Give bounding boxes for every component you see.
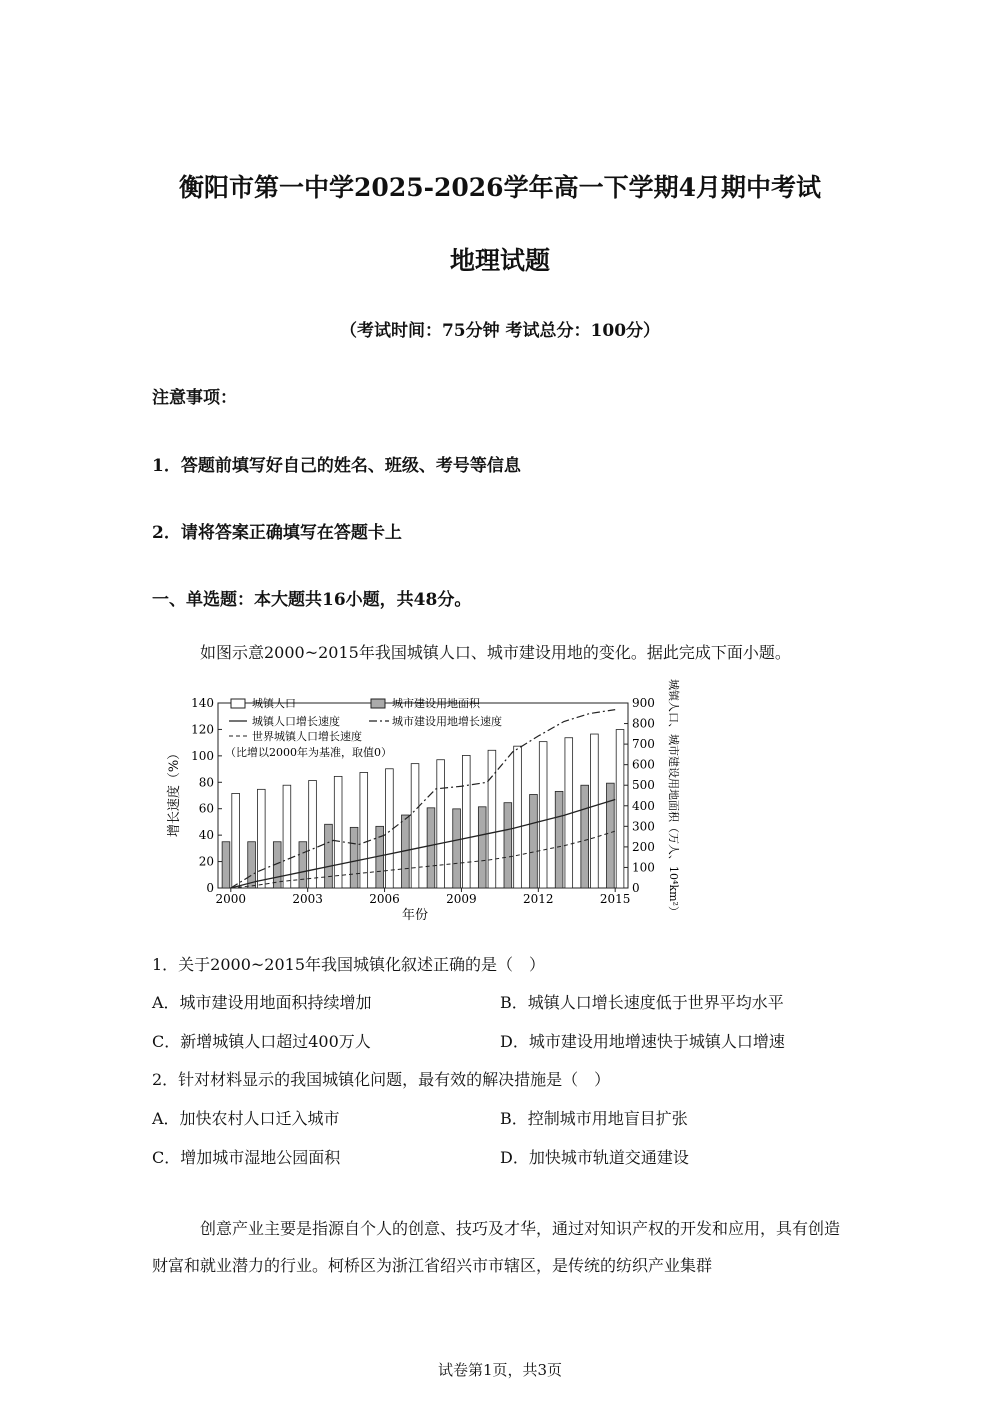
- x-tick-label: 2006: [369, 892, 400, 906]
- x-tick-label: 2015: [599, 892, 631, 906]
- question-2-stem: 2．针对材料显示的我国城镇化问题，最有效的解决措施是（ ）: [152, 1070, 611, 1089]
- right-tick-label: 0: [632, 881, 640, 895]
- bar-pop-2011: [514, 746, 522, 888]
- question-2-option-a[interactable]: A．加快农村人口迁入城市: [152, 1109, 340, 1128]
- passage-creative-industry: 创意产业主要是指源自个人的创意、技巧及才华，通过对知识产权的开发和应用，具有创造财富和就业潜力的行业。柯桥区为浙江省绍兴市市辖区，是传统的纺织产业集群: [152, 1219, 841, 1275]
- exam-title: 衡阳市第一中学2025-2026学年高一下学期4月期中考试: [179, 173, 821, 202]
- bar-pop-2012: [539, 742, 547, 888]
- urbanization-chart: [160, 670, 690, 930]
- right-tick-label: 900: [632, 696, 655, 710]
- section-heading: 一、单选题：本大题共16小题，共48分。: [152, 590, 472, 610]
- question-2-option-b[interactable]: B．控制城市用地盲目扩张: [500, 1109, 688, 1128]
- legend-note: （比增以2000年为基准，取值0）: [225, 746, 392, 759]
- question-1-option-a[interactable]: A．城市建设用地面积持续增加: [152, 993, 372, 1012]
- chart-legend: [225, 696, 502, 759]
- bar-pop-2005: [360, 772, 368, 888]
- left-tick-label: 40: [198, 828, 214, 843]
- left-tick-label: 140: [191, 696, 214, 710]
- x-tick-label: 2003: [292, 892, 323, 906]
- bar-land-2001: [248, 842, 256, 888]
- bar-land-2014: [581, 785, 589, 888]
- bar-pop-2014: [591, 734, 599, 888]
- bar-pop-2001: [257, 789, 265, 888]
- x-tick-label: 2012: [523, 892, 554, 906]
- notes-heading: 注意事项：: [152, 388, 237, 408]
- legend-swatch-pop: [231, 699, 245, 708]
- x-tick-label: 2000: [215, 892, 247, 906]
- right-axis-label: 城镇人口、城市建设用地面积（万人、10⁴km²）: [667, 679, 680, 917]
- bar-land-2008: [427, 808, 435, 888]
- bar-land-2003: [299, 842, 307, 888]
- note-item-2: 2．请将答案正确填写在答题卡上: [152, 523, 402, 543]
- bar-land-2011: [504, 803, 512, 888]
- bar-land-2009: [453, 809, 461, 888]
- bar-pop-2003: [309, 780, 317, 888]
- bar-land-2004: [325, 824, 333, 888]
- left-tick-label: 20: [198, 854, 214, 869]
- question-2-option-c[interactable]: C．增加城市湿地公园面积: [152, 1148, 341, 1167]
- note-item-1: 1．答题前填写好自己的姓名、班级、考号等信息: [152, 456, 521, 476]
- right-tick-label: 400: [632, 798, 655, 813]
- right-tick-label: 800: [632, 716, 655, 731]
- question-1-option-d[interactable]: D．城市建设用地增速快于城镇人口增速: [500, 1032, 785, 1051]
- bar-pop-2004: [334, 776, 342, 888]
- question-1-option-c[interactable]: C．新增城镇人口超过400万人: [152, 1032, 371, 1051]
- bar-land-2013: [555, 791, 563, 888]
- question-1-stem: 1．关于2000~2015年我国城镇化叙述正确的是（ ）: [152, 955, 546, 974]
- bar-pop-2002: [283, 785, 291, 888]
- bar-pop-2015: [616, 730, 624, 888]
- chart-intro: 如图示意2000~2015年我国城镇人口、城市建设用地的变化。据此完成下面小题。: [200, 643, 791, 662]
- left-axis-label: 增长速度（%）: [167, 746, 182, 838]
- left-tick-label: 60: [198, 801, 214, 816]
- right-tick-label: 300: [632, 819, 655, 834]
- bar-land-2005: [350, 827, 358, 888]
- bar-land-2000: [222, 842, 230, 888]
- question-1-option-b[interactable]: B．城镇人口增长速度低于世界平均水平: [500, 993, 784, 1012]
- right-tick-label: 200: [632, 839, 655, 854]
- right-tick-label: 700: [632, 737, 655, 752]
- bar-pop-2007: [411, 764, 419, 888]
- left-tick-label: 100: [191, 748, 214, 763]
- x-tick-label: 2009: [446, 892, 477, 906]
- legend-line-world: 世界城镇人口增长速度: [252, 730, 362, 743]
- bar-land-2010: [478, 807, 486, 888]
- question-2-option-d[interactable]: D．加快城市轨道交通建设: [500, 1148, 689, 1167]
- right-tick-label: 600: [632, 757, 655, 772]
- left-tick-label: 80: [198, 775, 214, 790]
- bar-pop-2008: [437, 760, 445, 888]
- right-tick-label: 500: [632, 778, 655, 793]
- legend-line-pop: 城镇人口增长速度: [252, 715, 340, 728]
- bar-pop-2009: [462, 755, 470, 888]
- page-footer: 试卷第1页，共3页: [437, 1361, 563, 1379]
- bar-land-2012: [530, 794, 538, 888]
- bar-land-2015: [607, 783, 615, 888]
- x-axis-label: 年份: [401, 908, 429, 923]
- legend-swatch-land: [371, 699, 385, 708]
- subject-title: 地理试题: [449, 246, 550, 275]
- bar-pop-2010: [488, 750, 496, 888]
- legend-bar-pop: 城镇人口: [252, 697, 296, 710]
- legend-line-land: 城市建设用地增长速度: [392, 715, 502, 728]
- exam-info: （考试时间：75分钟 考试总分：100分）: [339, 321, 661, 341]
- right-tick-label: 100: [632, 860, 655, 875]
- left-tick-label: 120: [191, 722, 214, 737]
- bar-pop-2000: [232, 793, 240, 888]
- left-tick-label: 0: [206, 881, 214, 895]
- legend-bar-land: 城市建设用地面积: [392, 697, 480, 710]
